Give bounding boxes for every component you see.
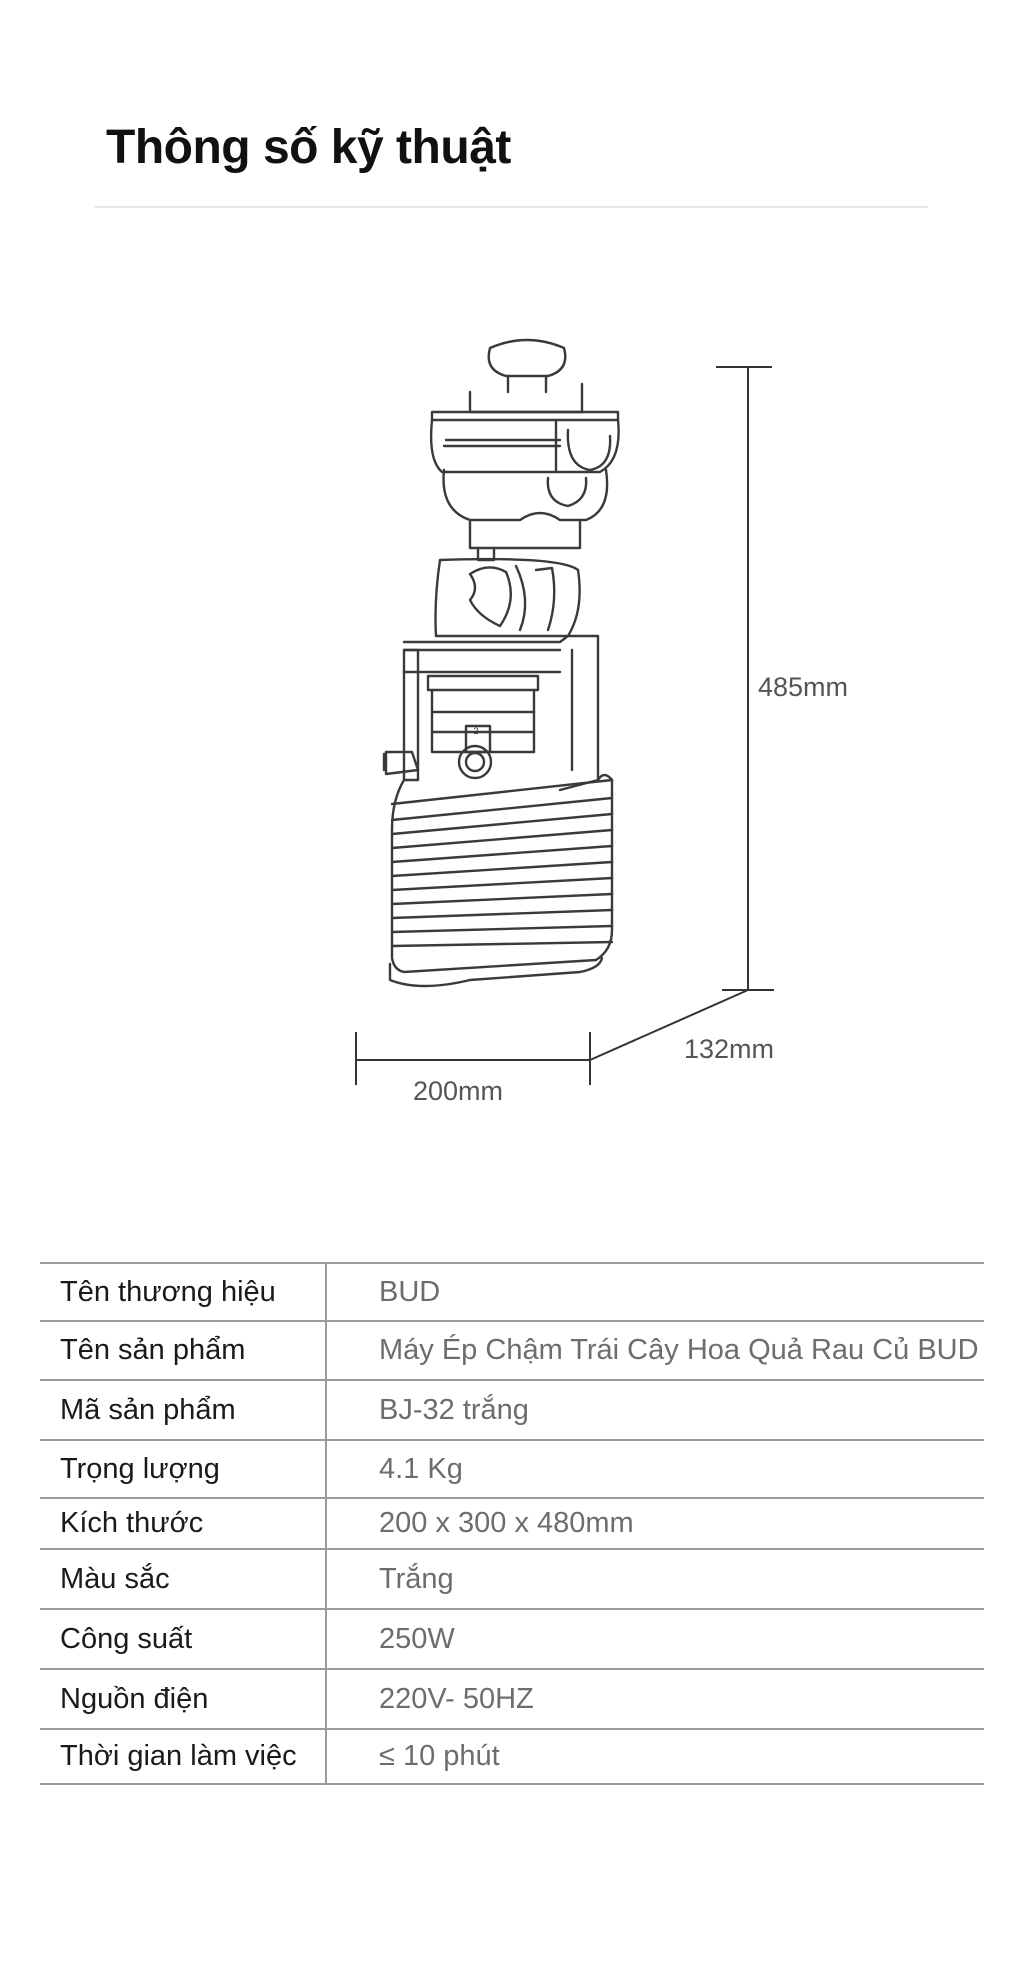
page-title: Thông số kỹ thuật (106, 121, 511, 174)
spec-label-power: Công suất (40, 1609, 326, 1669)
table-row (40, 1609, 984, 1669)
spec-value-brand: BUD (379, 1275, 441, 1308)
spec-label-power-supply: Nguồn điện (40, 1669, 326, 1729)
table-row (40, 1549, 984, 1609)
table-row (40, 1321, 984, 1380)
spec-label-brand: Tên thương hiệu (40, 1263, 326, 1321)
spec-value-product-code: BJ-32 trắng (379, 1393, 529, 1426)
spec-value-color: Trắng (379, 1562, 454, 1595)
spec-value-weight: 4.1 Kg (379, 1452, 463, 1485)
title-divider (95, 206, 928, 208)
juicer-dimension-diagram (0, 300, 1024, 1120)
table-row (40, 1263, 984, 1321)
spec-label-working-time: Thời gian làm việc (40, 1729, 326, 1784)
spec-value-product-name: Máy Ép Chậm Trái Cây Hoa Quả Rau Củ BUD (379, 1334, 979, 1366)
spec-label-color: Màu sắc (40, 1549, 326, 1609)
spec-value-working-time: ≤ 10 phút (379, 1740, 500, 1772)
juicer-illustration (384, 340, 619, 986)
table-row (40, 1380, 984, 1440)
depth-dimension-label: 132mm (684, 1034, 775, 1064)
table-row (40, 1440, 984, 1498)
spec-table (40, 1262, 984, 1785)
width-dimension-label: 200mm (413, 1076, 504, 1106)
table-row (40, 1498, 984, 1549)
spec-label-product-code: Mã sản phẩm (40, 1380, 326, 1440)
spec-label-dimensions: Kích thước (40, 1498, 326, 1549)
knob-mark: 2 (473, 726, 479, 736)
height-dimension-label: 485mm (758, 672, 849, 702)
spec-label-product-name: Tên sản phẩm (40, 1321, 326, 1380)
table-row (40, 1729, 984, 1784)
spec-value-dimensions: 200 x 300 x 480mm (379, 1507, 634, 1539)
spec-label-weight: Trọng lượng (40, 1440, 326, 1498)
spec-value-power: 250W (379, 1622, 455, 1655)
spec-value-power-supply: 220V- 50HZ (379, 1682, 534, 1715)
table-row (40, 1669, 984, 1729)
